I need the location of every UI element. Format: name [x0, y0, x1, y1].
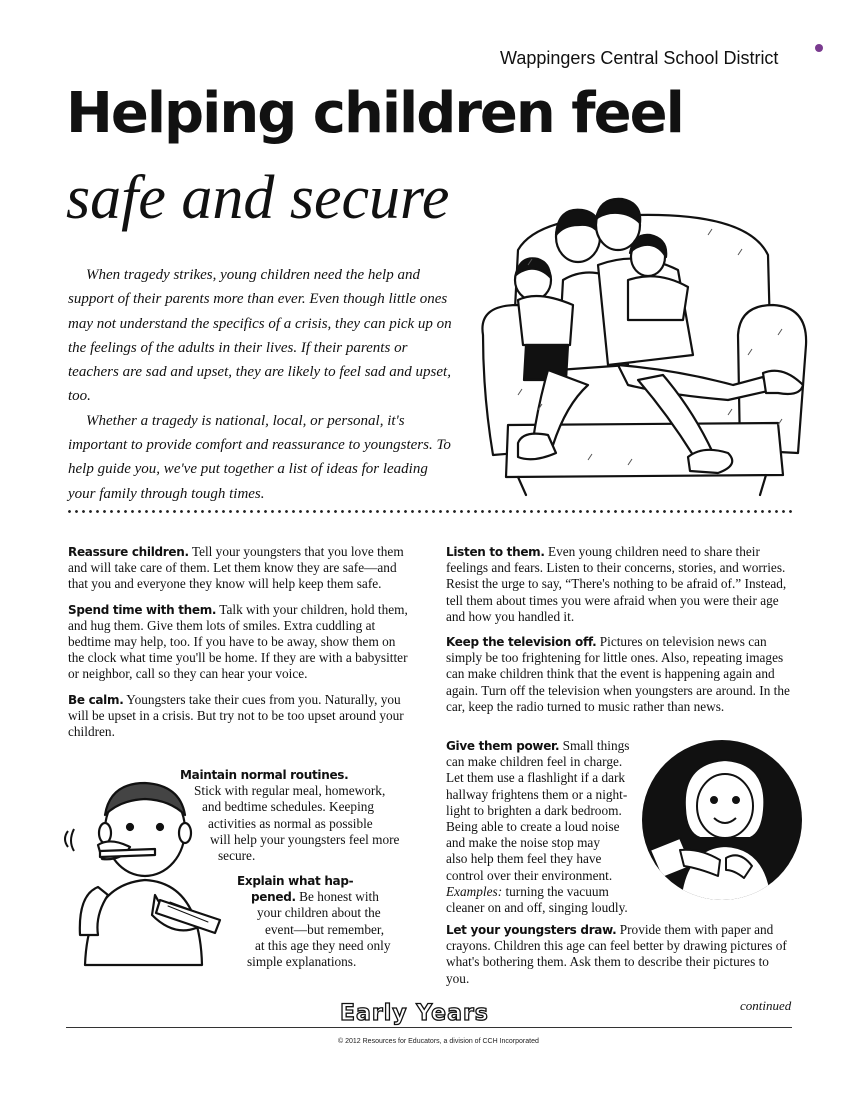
- tip-body: Provide them with paper and crayons. Children this age can feel better by drawing pictures of what's bothering them. Ask them to describe their pictures to you.: [446, 922, 787, 986]
- tip-draw: [446, 922, 791, 996]
- tip-line: Be honest with: [299, 889, 379, 905]
- tip-heading: Reassure children.: [68, 545, 189, 559]
- page-subtitle: safe and secure: [66, 164, 450, 232]
- girl-illustration: [640, 738, 800, 903]
- tip-line: control over their environment.: [446, 867, 613, 883]
- tip-body: Pictures on television news can simply be too frightening for little ones. Also, repeating images can make children think that the event is happening again and again. Turn off the television when youngsters are around. In the car, keep the radio turned to music rather than news.: [446, 634, 790, 714]
- tip-line: activities as normal as possible: [208, 815, 373, 831]
- tip-be-calm: [68, 692, 413, 741]
- tip-line: your children about the: [257, 905, 381, 921]
- dotted-divider: [66, 508, 794, 518]
- tip-heading: Give them power.: [446, 739, 560, 753]
- tip-line: and bedtime schedules. Keeping: [202, 799, 375, 815]
- ink-mark: [815, 44, 823, 52]
- tip-heading: Be calm.: [68, 692, 124, 707]
- page-title: Helping children feel: [66, 81, 683, 146]
- tip-line: Let them use a flashlight if a dark: [446, 770, 626, 786]
- tip-line: simple explanations.: [247, 954, 357, 970]
- footer-divider: [66, 1027, 792, 1028]
- tip-line: Being able to create a loud noise: [446, 819, 620, 835]
- tip-line: light to brighten a dark bedroom.: [446, 802, 622, 818]
- intro-text: [68, 263, 456, 506]
- tip-heading: Explain what hap-: [237, 874, 354, 888]
- continued-label: continued: [740, 998, 792, 1013]
- tip-heading: Listen to them.: [446, 545, 545, 559]
- tip-spend-time: [68, 602, 413, 683]
- family-illustration: [478, 195, 813, 500]
- tip-heading: Let your youngsters draw.: [446, 923, 617, 937]
- tip-explain: [237, 873, 417, 970]
- intro-paragraph-1: When tragedy strikes, young children need the help and support of their parents more than ever. Even though little ones may not understand the specifics of a crisis, they can pick up on the feelings of the adults in their lives. If their parents or teachers are sad and upset, they are likely to feel sad and upset, too.: [68, 267, 452, 405]
- tip-body: Talk with your children, hold them, and hug them. Give them lots of smiles. Extra cuddling at bedtime may help, too. If you have to be away, show them on the clock what time you'll be home. If they are with a babysitter or neighbor, call so they can hear your voice.: [68, 601, 408, 682]
- tip-line: turning the vacuum: [505, 883, 609, 899]
- copyright-text: © 2012 Resources for Educators, a division of CCH Incorporated: [338, 1038, 539, 1045]
- tip-body: Youngsters take their cues from you. Naturally, you will be upset in a crisis. But try not to be too upset around your children.: [68, 691, 404, 740]
- district-name: Wappingers Central School District: [500, 48, 779, 68]
- tips-left-column: [68, 544, 413, 749]
- intro-paragraph-2: Whether a tragedy is national, local, or personal, it's important to provide comfort and reassurance to youngsters. To help guide you, we've put together a list of ideas for leading your family through tough times.: [68, 412, 451, 502]
- tip-line: Examples:: [446, 883, 503, 899]
- tip-line: hallway frightens them or a night-: [446, 786, 628, 802]
- tip-line: secure.: [218, 848, 256, 864]
- tip-line: Small things: [562, 738, 630, 753]
- early-years-logo: Early Years: [340, 1001, 489, 1026]
- tip-line: Stick with regular meal, homework,: [194, 783, 386, 799]
- tip-listen: [446, 544, 791, 625]
- tip-draw-text: [446, 922, 791, 987]
- tip-tv-off: [446, 634, 791, 715]
- tip-line: will help your youngsters feel more: [210, 831, 400, 847]
- tip-heading: pened.: [251, 890, 296, 905]
- tip-power: [446, 738, 656, 916]
- tips-right-column: [446, 544, 791, 724]
- tip-heading: Spend time with them.: [68, 602, 217, 617]
- tip-line: cleaner on and off, singing loudly.: [446, 900, 628, 916]
- tip-body: Tell your youngsters that you love them and will take care of them. Let them know they are safe—and that you and everyone they know will help keep them safe.: [68, 544, 404, 592]
- boy-illustration: [60, 775, 240, 970]
- tip-heading: Maintain normal routines.: [180, 768, 349, 782]
- tip-line: can make children feel in charge.: [446, 754, 623, 770]
- tip-heading: Keep the television off.: [446, 635, 597, 650]
- tip-line: also help them feel they have: [446, 851, 602, 867]
- tip-reassure: [68, 544, 413, 593]
- tip-line: at this age they need only: [255, 937, 391, 953]
- tip-line: and make the noise stop may: [446, 835, 600, 851]
- tip-body: Even young children need to share their feelings and fears. Listen to their concerns, stories, and worries. Resist the urge to say, “There's nothing to be afraid of.” Instead, tell them about times you were afraid when you were their age and how you handled it.: [446, 544, 787, 624]
- tip-line: event—but remember,: [265, 921, 385, 937]
